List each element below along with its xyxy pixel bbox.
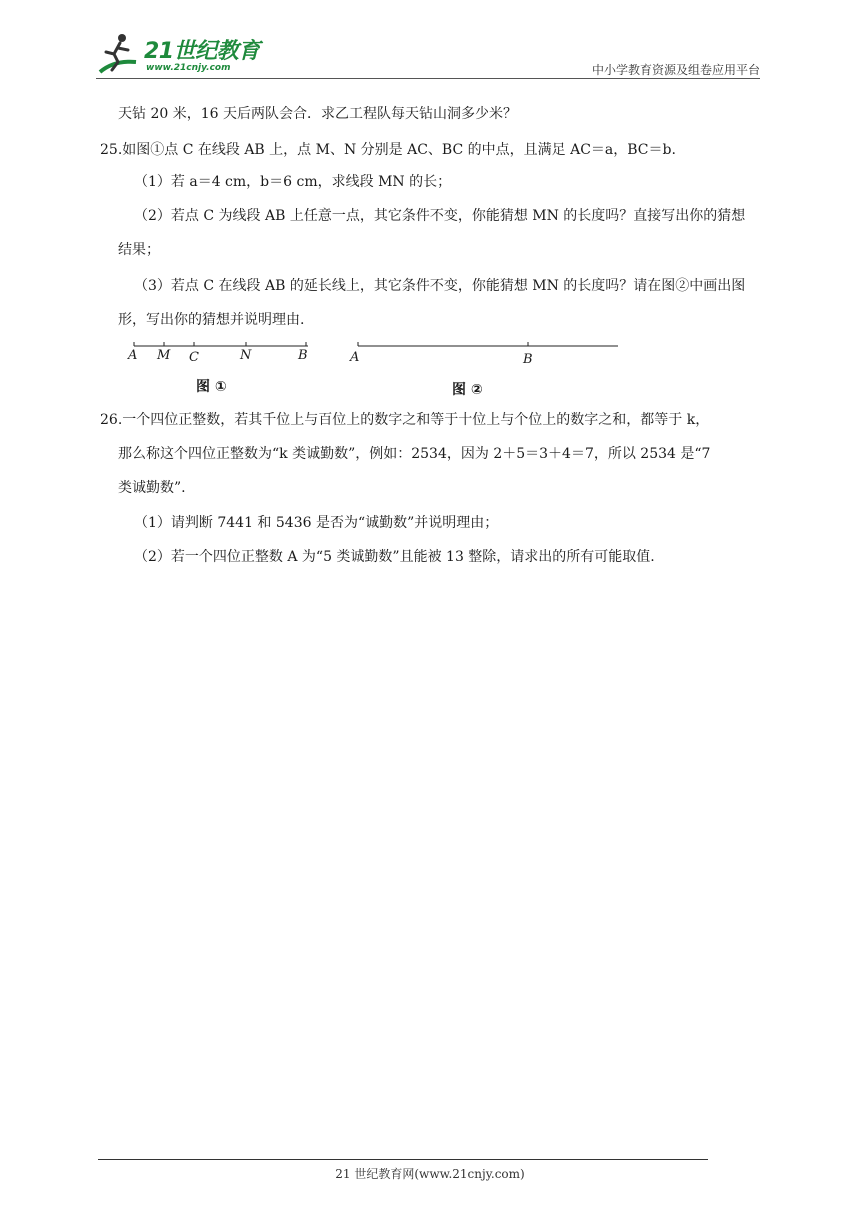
footer-divider bbox=[98, 1159, 708, 1160]
logo-text: 21世纪教育 bbox=[144, 39, 260, 64]
fig1-point-m: M bbox=[157, 348, 171, 363]
q26-part1: （1）请判断 7441 和 5436 是否为“诚勤数”并说明理由； bbox=[134, 515, 499, 531]
fig1-point-n: N bbox=[240, 348, 252, 363]
fig1-point-b: B bbox=[298, 348, 308, 363]
page-header bbox=[96, 28, 760, 80]
fig1-point-c: C bbox=[189, 350, 199, 365]
q26-line3: 类诚勤数”. bbox=[118, 480, 186, 496]
fig2-point-a: A bbox=[350, 350, 360, 365]
figure2-segment bbox=[350, 338, 620, 358]
header-divider bbox=[96, 78, 760, 79]
fig2-point-b: B bbox=[523, 352, 533, 367]
q25-part2-line1: （2）若点 C 为线段 AB 上任意一点，其它条件不变，你能猜想 MN 的长度吗？直接写出你的猜想 bbox=[134, 208, 746, 224]
logo bbox=[96, 28, 266, 80]
page-footer: 21 世纪教育网(www.21cnjy.com) bbox=[335, 1167, 525, 1181]
q25-part1: （1）若 a＝4 cm，b＝6 cm，求线段 MN 的长； bbox=[134, 174, 452, 190]
logo-url: www.21cnjy.com bbox=[146, 63, 231, 73]
q26-part2: （2）若一个四位正整数 A 为“5 类诚勤数”且能被 13 整除，请求出的所有可能取值. bbox=[134, 549, 655, 565]
q26-line2: 那么称这个四位正整数为“k 类诚勤数”，例如：2534，因为 2＋5＝3＋4＝7，所以 2534 是“7 bbox=[118, 446, 711, 462]
q25-stem: 25.如图①点 C 在线段 AB 上，点 M、N 分别是 AC、BC 的中点，且满足 AC＝a，BC＝b. bbox=[100, 142, 676, 158]
figure2-caption: 图 ② bbox=[452, 382, 483, 398]
q25-part3-line1: （3）若点 C 在线段 AB 的延长线上，其它条件不变，你能猜想 MN 的长度吗？请在图②中画出图 bbox=[134, 278, 746, 294]
figure1-segment bbox=[126, 338, 326, 358]
fig1-point-a: A bbox=[128, 348, 138, 363]
q25-part2-line2: 结果； bbox=[118, 242, 160, 258]
q24-tail: 天钻 20 米，16 天后两队会合．求乙工程队每天钻山洞多少米？ bbox=[118, 106, 517, 122]
platform-name: 中小学教育资源及组卷应用平台 bbox=[591, 63, 760, 77]
q26-line1: 26.一个四位正整数，若其千位上与百位上的数字之和等于十位上与个位上的数字之和，都等于 k， bbox=[100, 412, 710, 428]
runner-logo-icon bbox=[96, 30, 144, 78]
q25-part3-line2: 形，写出你的猜想并说明理由. bbox=[118, 312, 305, 328]
figure1-caption: 图 ① bbox=[196, 379, 227, 395]
